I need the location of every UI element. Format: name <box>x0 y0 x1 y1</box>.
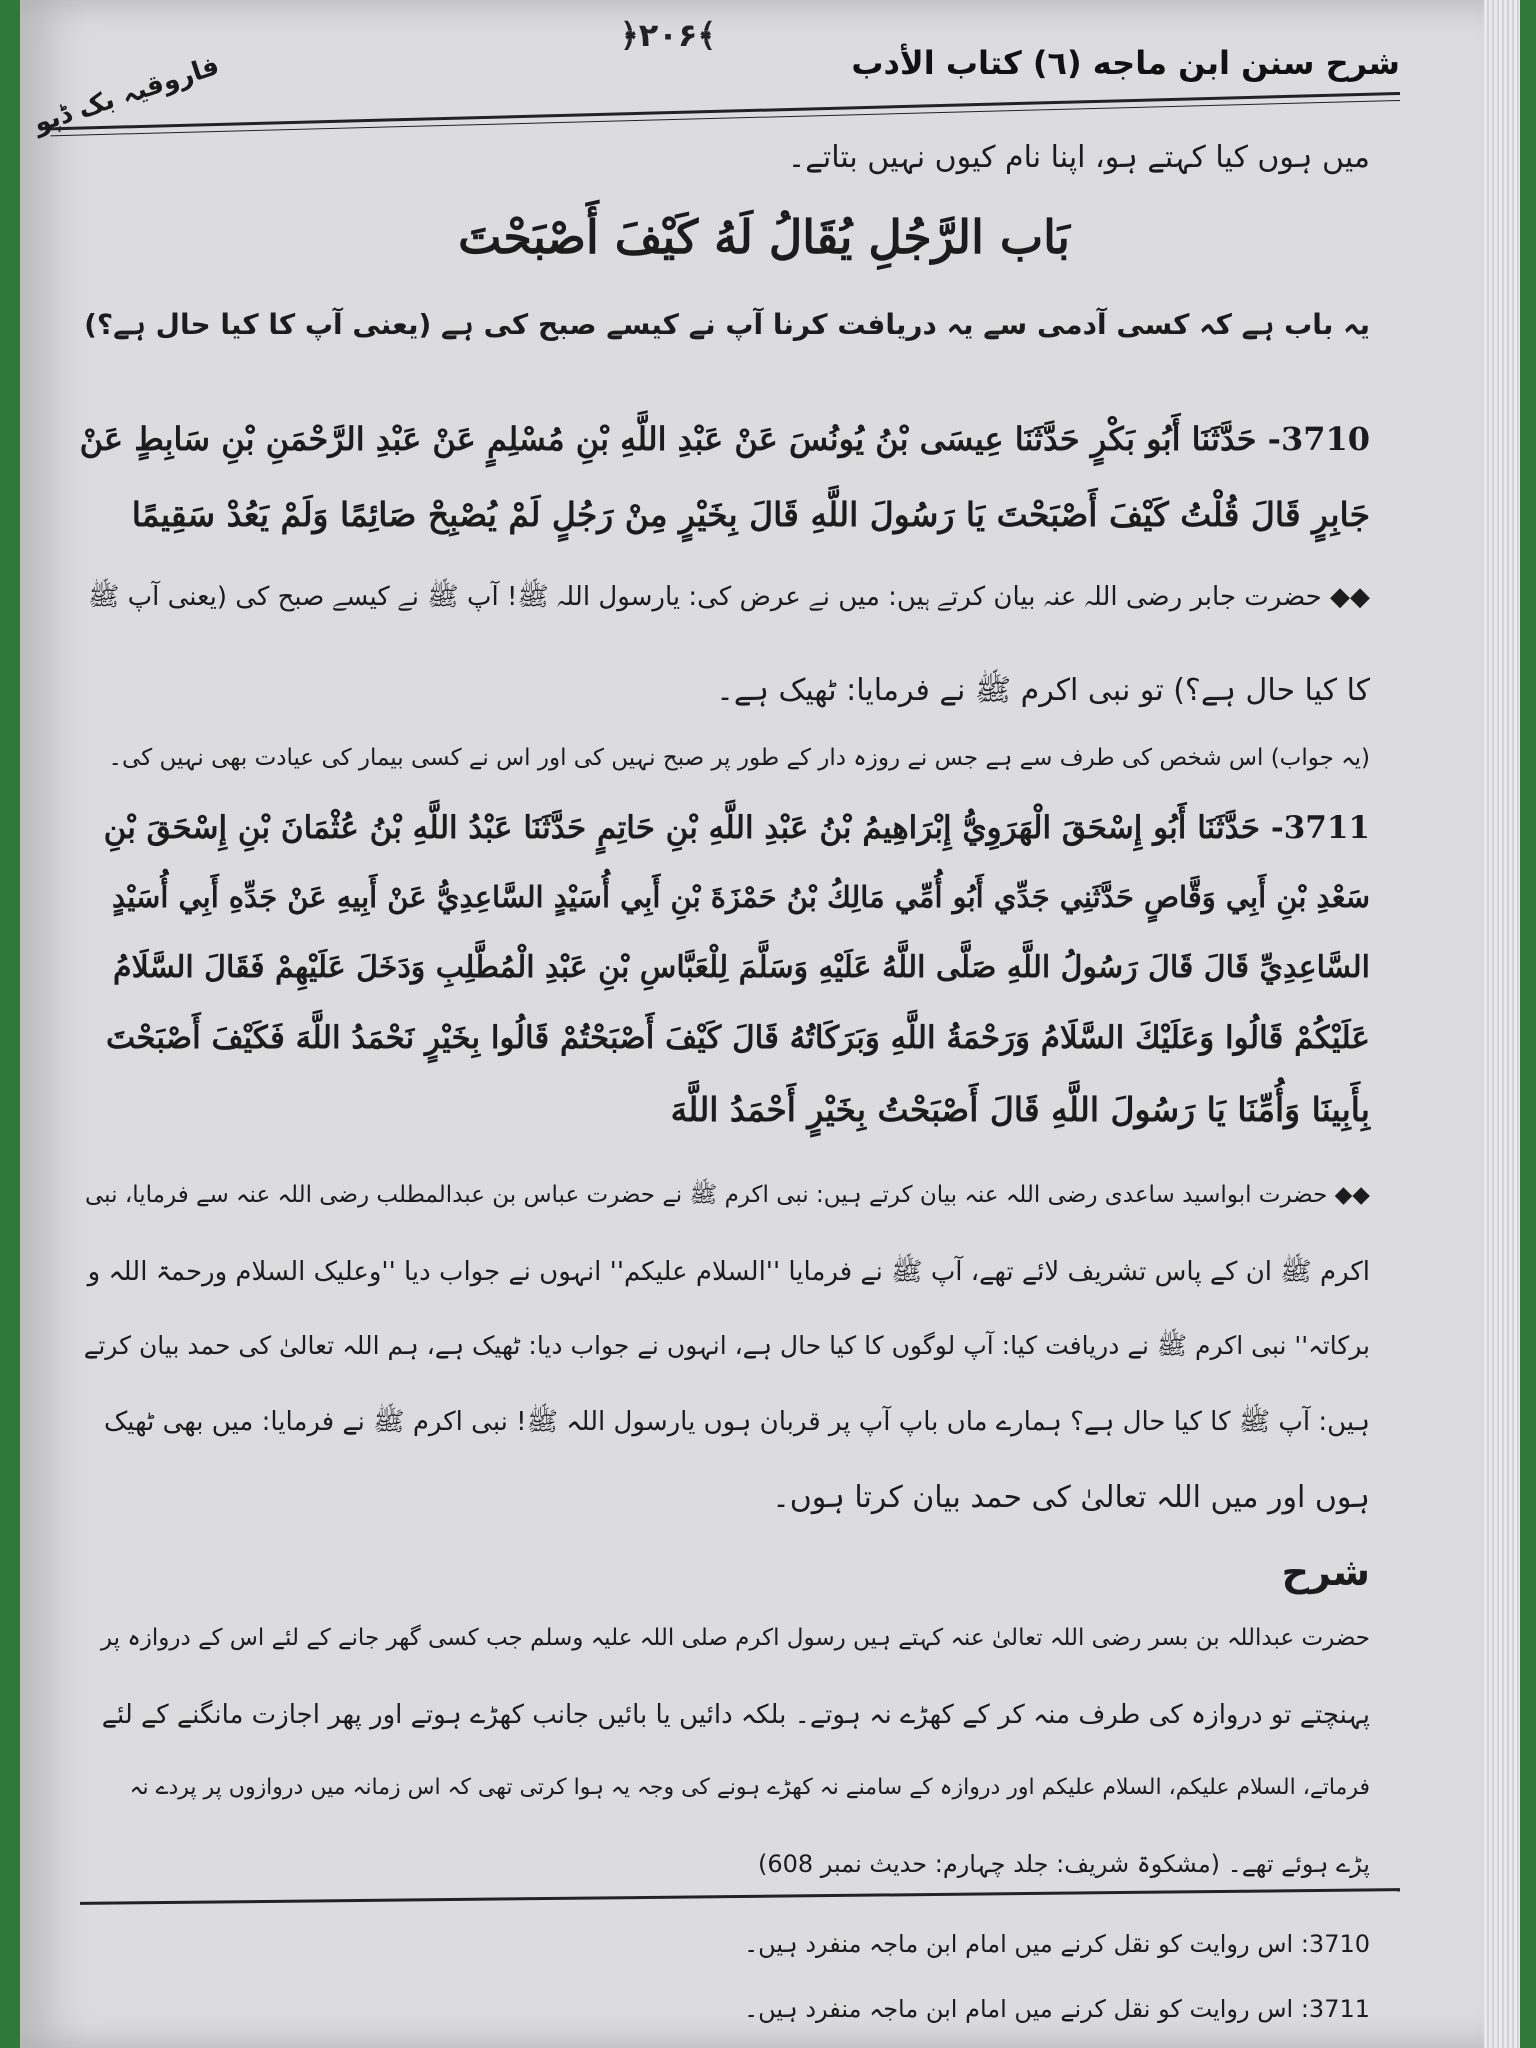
running-head: شرح سنن ابن ماجه (٦) كتاب الأدب <box>851 44 1400 82</box>
hadith-3710-note: (یہ جواب) اس شخص کی طرف سے ہے جس نے روزہ دار کے طور پر صبح نہیں کی اور اس نے کسی بیمار کی عیادت بھی نہیں کی۔ <box>108 745 1370 771</box>
side-label: فاروقیہ بک ڈپو <box>30 50 223 140</box>
hadith-3711-urdu: اکرم ﷺ ان کے پاس تشریف لائے تھے، آپ ﷺ نے فرمایا ''السلام علیکم'' انہوں نے جواب دیا ''وعلیک السلام ورحمۃ اللہ و <box>87 1257 1370 1287</box>
chapter-title: بَاب الرَّجُلِ يُقَالُ لَهُ كَيْفَ أَصْبَحْتَ <box>458 210 1070 264</box>
chapter-translation: یہ باب ہے کہ کسی آدمی سے یہ دریافت کرنا آپ نے کیسے صبح کی ہے (یعنی آپ کا کیا حال ہے؟) <box>84 308 1370 341</box>
hadith-3711-arabic: بِأَبِينَا وَأُمِّنَا يَا رَسُولَ اللَّهِ قَالَ أَصْبَحْتُ بِخَيْرٍ أَحْمَدُ اللَّهَ <box>670 1090 1370 1129</box>
sharh-text: فرماتے، السلام علیکم، السلام علیکم اور دروازہ کے سامنے نہ کھڑے ہونے کی وجہ یہ ہوا کرتی تھی کہ اس زمانہ میں دروازوں پر پردے نہ <box>129 1775 1370 1800</box>
hadith-3711-arabic: سَعْدِ بْنِ أَبِي وَقَّاصٍ حَدَّثَنِي جَدِّي أَبُو أُمِّي مَالِكُ بْنُ حَمْزَةَ بْنِ أَبِي أُسَيْدٍ السَّاعِدِيُّ عَنْ أَبِيهِ عَنْ جَدِّهِ أَبِي أُسَيْدٍ <box>112 880 1370 914</box>
sharh-heading: شرح <box>1281 1550 1370 1594</box>
hadith-3711-urdu: ہوں اور میں اللہ تعالیٰ کی حمد بیان کرتا ہوں۔ <box>772 1480 1370 1515</box>
page-edge <box>1484 0 1520 2048</box>
footnotes <box>80 0 1370 2048</box>
hadith-3710-urdu: ◆◆ حضرت جابر رضی اللہ عنہ بیان کرتے ہیں: میں نے عرض کی: یارسول اللہ ﷺ! آپ ﷺ نے کیسے صبح کی (یعنی آپ ﷺ <box>87 582 1370 612</box>
hadith-3710-urdu: کا کیا حال ہے؟) تو نبی اکرم ﷺ نے فرمایا: ٹھیک ہے۔ <box>716 673 1370 708</box>
footnote: 3711: اس روایت کو نقل کرنے میں امام ابن ماجہ منفرد ہیں۔ <box>744 1995 1370 2023</box>
book-page <box>20 0 1520 2048</box>
hadith-3711-arabic: 3711- حَدَّثَنَا أَبُو إِسْحَقَ الْهَرَوِيُّ إِبْرَاهِيمُ بْنُ عَبْدِ اللَّهِ بْنِ حَاتِمٍ حَدَّثَنَا عَبْدُ اللَّهِ بْنُ عُثْمَانَ بْنِ إِسْحَقَ بْنِ <box>103 810 1370 846</box>
sharh-text: حضرت عبداللہ بن بسر رضی اللہ تعالیٰ عنہ کہتے ہیں رسول اکرم صلی اللہ علیہ وسلم جب کسی گھر جانے کے لئے اس کے دروازہ پر <box>100 1625 1370 1651</box>
hadith-3711-arabic: عَلَيْكُمْ قَالُوا وَعَلَيْكَ السَّلَامُ وَرَحْمَةُ اللَّهِ وَبَرَكَاتُهُ قَالَ كَيْفَ أَصْبَحْتُمْ قَالُوا بِخَيْرٍ نَحْمَدُ اللَّهَ فَكَيْفَ أَصْبَحْتَ <box>105 1020 1370 1056</box>
sharh-text: پہنچتے تو دروازہ کی طرف منہ کر کے کھڑے نہ ہوتے۔ بلکہ دائیں یا بائیں جانب کھڑے ہوتے اور پھر اجازت مانگنے کے لئے <box>101 1700 1370 1730</box>
sharh-reference: پڑے ہوئے تھے۔ (مشکوۃ شریف: جلد چہارم: حدیث نمبر 608) <box>757 1850 1370 1878</box>
text-line: میں ہوں کیا کہتے ہو، اپنا نام کیوں نہیں بتاتے۔ <box>787 140 1370 175</box>
hadith-3711-urdu: ◆◆ حضرت ابواسید ساعدی رضی اللہ عنہ بیان کرتے ہیں: نبی اکرم ﷺ نے حضرت عباس بن عبدالمطلب رضی اللہ عنہ سے فرمایا، نبی <box>85 1182 1370 1208</box>
hadith-3710-arabic: جَابِرٍ قَالَ قُلْتُ كَيْفَ أَصْبَحْتَ يَا رَسُولَ اللَّهِ قَالَ بِخَيْرٍ مِنْ رَجُلٍ لَمْ يُصْبِحْ صَائِمًا وَلَمْ يَعُدْ سَقِيمًا <box>131 495 1370 534</box>
hadith-3710-arabic: 3710- حَدَّثَنَا أَبُو بَكْرٍ حَدَّثَنَا عِيسَى بْنُ يُونُسَ عَنْ عَبْدِ اللَّهِ بْنِ مُسْلِمٍ عَنْ عَبْدِ الرَّحْمَنِ بْنِ سَابِطٍ عَنْ <box>79 420 1370 458</box>
footnote: 3710: اس روایت کو نقل کرنے میں امام ابن ماجہ منفرد ہیں۔ <box>744 1930 1370 1958</box>
page-number: ﴿۲۰۶﴾ <box>620 16 717 54</box>
hadith-3711-urdu: ہیں: آپ ﷺ کا کیا حال ہے؟ ہمارے ماں باپ آپ پر قربان ہوں یارسول اللہ ﷺ! نبی اکرم ﷺ نے فرمایا: میں بھی ٹھیک <box>104 1407 1370 1437</box>
hadith-3711-arabic: السَّاعِدِيِّ قَالَ قَالَ رَسُولُ اللَّهِ صَلَّى اللَّهُ عَلَيْهِ وَسَلَّمَ لِلْعَبَّاسِ بْنِ عَبْدِ الْمُطَّلِبِ وَدَخَلَ عَلَيْهِمْ فَقَالَ السَّلَامُ <box>113 950 1370 985</box>
hadith-3711-urdu: برکاتہ'' نبی اکرم ﷺ نے دریافت کیا: آپ لوگوں کا کیا حال ہے، انہوں نے جواب دیا: ٹھیک ہے، ہم اللہ تعالیٰ کی حمد بیان کرتے <box>83 1331 1370 1360</box>
